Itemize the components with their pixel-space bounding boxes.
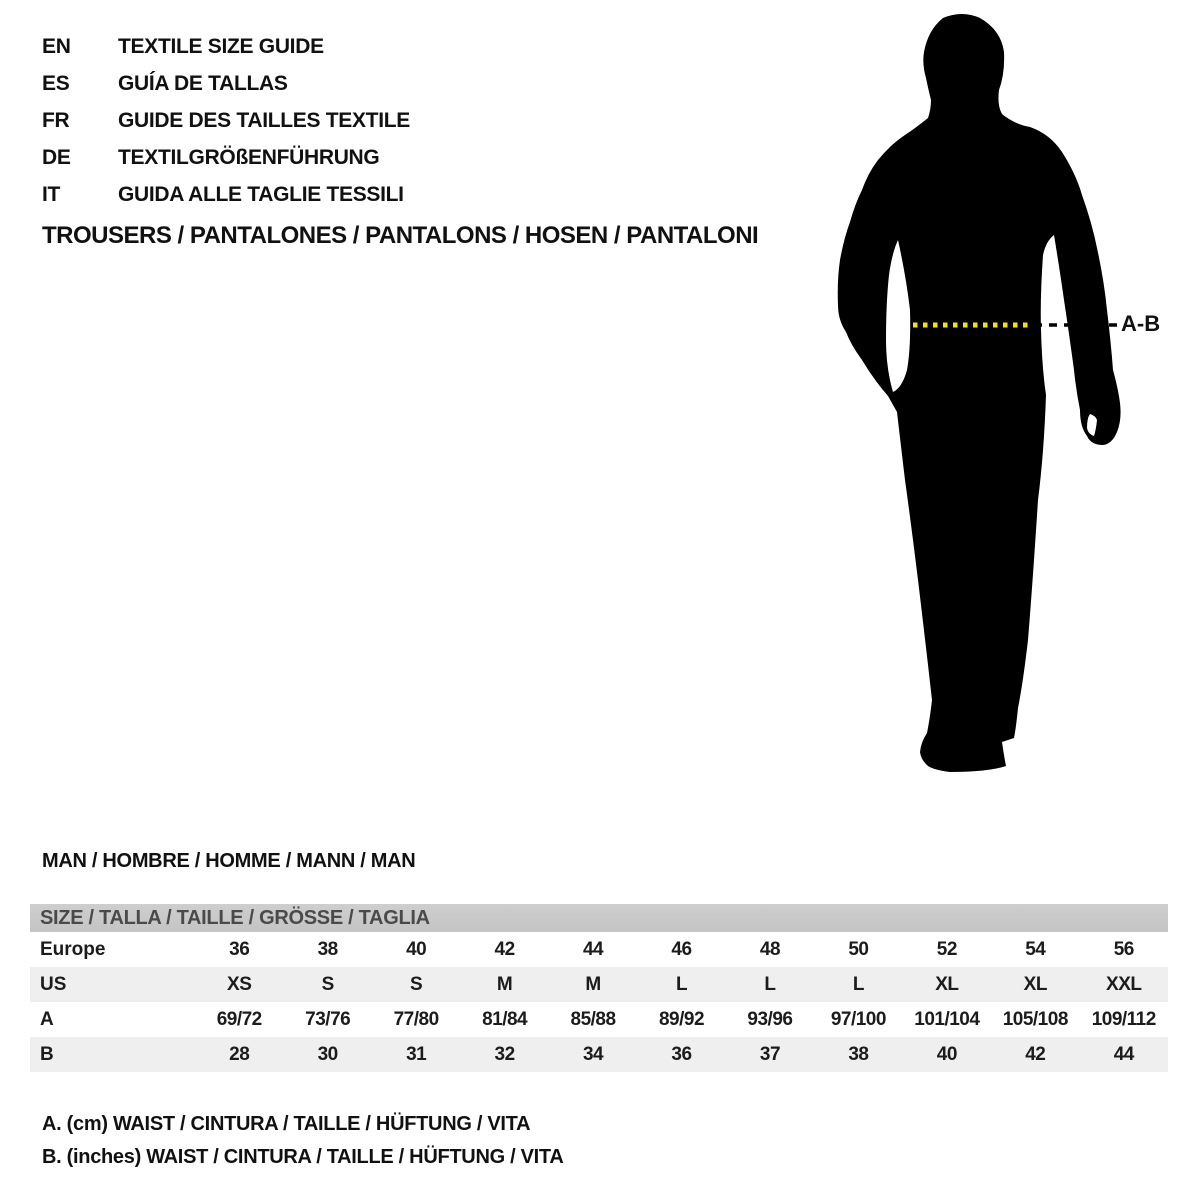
table-cell: L: [764, 974, 776, 995]
table-cell: 56: [1113, 939, 1134, 960]
language-row-it: [42, 176, 410, 213]
table-row-us: [30, 967, 1168, 1002]
table-cell: 42: [1025, 1044, 1046, 1065]
footnotes: [42, 1108, 564, 1174]
table-cell: 105/108: [1002, 1009, 1068, 1030]
table-cell: 31: [406, 1044, 427, 1065]
row-label: B: [40, 1044, 54, 1065]
table-cell: 44: [582, 939, 604, 960]
table-cell: 38: [317, 939, 338, 960]
table-cell: 81/84: [482, 1009, 528, 1030]
language-row-en: [42, 28, 410, 65]
man-silhouette-diagram: [818, 8, 1138, 798]
table-cell: S: [321, 974, 334, 995]
table-cell: 36: [229, 939, 250, 960]
table-row-b-inches: [30, 1037, 1168, 1072]
table-cell: 44: [1113, 1044, 1134, 1065]
table-cell: 73/76: [305, 1009, 351, 1030]
table-cell: 32: [494, 1044, 515, 1065]
language-title: TEXTILE SIZE GUIDE: [118, 35, 324, 58]
language-row-fr: [42, 102, 410, 139]
row-label: A: [40, 1009, 54, 1030]
table-cell: 36: [671, 1044, 692, 1065]
table-cell: 34: [582, 1044, 604, 1065]
row-label: US: [40, 974, 67, 995]
language-title: GUÍA DE TALLAS: [118, 72, 288, 95]
language-code: DE: [42, 146, 71, 169]
table-cell: 69/72: [216, 1009, 262, 1030]
table-cell: 97/100: [830, 1009, 886, 1030]
table-cell: XL: [935, 974, 959, 995]
footnote-a: A. (cm) WAIST / CINTURA / TAILLE / HÜFTUNG / VITA: [42, 1113, 531, 1135]
table-cell: XXL: [1106, 974, 1142, 995]
table-cell: XS: [227, 974, 252, 995]
section-heading-man: MAN / HOMBRE / HOMME / MANN / MAN: [42, 850, 416, 872]
table-row-europe: [30, 932, 1168, 967]
man-silhouette-figure: [838, 14, 1121, 772]
table-cell: S: [410, 974, 423, 995]
table-cell: 30: [317, 1044, 338, 1065]
table-cell: 109/112: [1091, 1009, 1156, 1030]
table-cell: 89/92: [658, 1009, 705, 1030]
language-title: GUIDA ALLE TAGLIE TESSILI: [118, 183, 404, 206]
table-cell: XL: [1023, 974, 1047, 995]
table-cell: L: [675, 974, 688, 995]
man-silhouette-svg: [818, 8, 1138, 798]
language-row-de: [42, 139, 410, 176]
table-cell: 48: [759, 939, 781, 960]
language-title: TEXTILGRÖßENFÜHRUNG: [118, 146, 380, 169]
table-cell: L: [852, 974, 864, 995]
table-cell: 40: [406, 939, 427, 960]
row-label: Europe: [40, 939, 106, 960]
table-cell: 54: [1025, 939, 1046, 960]
table-cell: 37: [759, 1044, 781, 1065]
table-cell: 77/80: [393, 1009, 439, 1030]
language-row-es: [42, 65, 410, 102]
language-code: ES: [42, 72, 70, 95]
table-cell: 52: [936, 939, 957, 960]
table-cell: 50: [848, 939, 869, 960]
language-title-list: [42, 28, 410, 213]
language-title: GUIDE DES TAILLES TEXTILE: [118, 109, 410, 132]
language-code: FR: [42, 109, 70, 132]
table-cell: 42: [494, 939, 515, 960]
table-cell: 28: [229, 1044, 250, 1065]
size-table-header: SIZE / TALLA / TAILLE / GRÖSSE / TAGLIA: [30, 904, 1168, 932]
table-cell: M: [496, 974, 513, 995]
table-cell: 93/96: [747, 1009, 793, 1030]
size-table: [30, 904, 1168, 1072]
table-cell: 85/88: [570, 1009, 616, 1030]
table-cell: 38: [848, 1044, 869, 1065]
table-row-a-cm: [30, 1002, 1168, 1037]
waist-measure-label: A-B: [1121, 311, 1161, 336]
garment-heading: TROUSERS / PANTALONES / PANTALONS / HOSEN / PANTALONI: [42, 222, 759, 249]
footnote-b: B. (inches) WAIST / CINTURA / TAILLE / HÜFTUNG / VITA: [42, 1146, 564, 1168]
table-cell: M: [585, 974, 601, 995]
language-code: EN: [42, 35, 71, 58]
table-cell: 40: [936, 1044, 957, 1065]
table-cell: 101/104: [914, 1009, 980, 1030]
language-code: IT: [42, 183, 61, 206]
table-cell: 46: [671, 939, 692, 960]
